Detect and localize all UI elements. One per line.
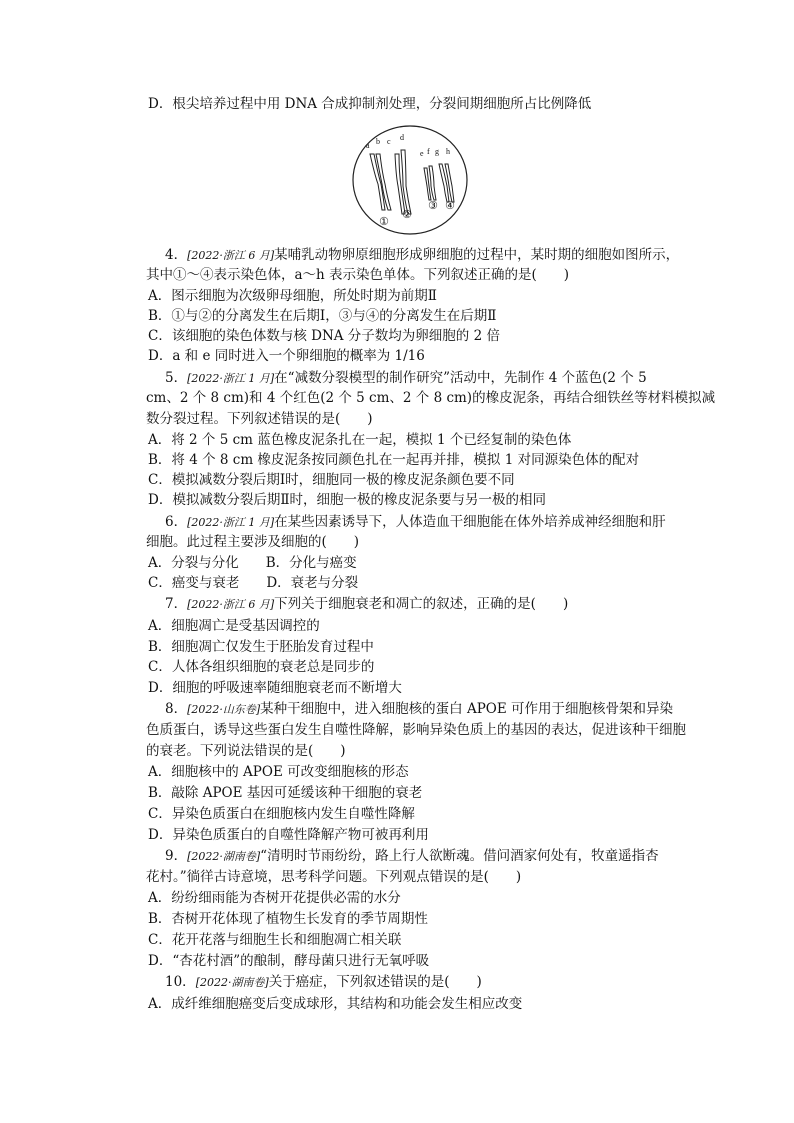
option-a: A．细胞核中的 APOE 可改变细胞核的形态 [148,764,409,780]
option-a: A．细胞凋亡是受基因调控的 [148,618,320,634]
option-a: A．成纤维细胞癌变后变成球形，其结构和功能会发生相应改变 [148,996,523,1012]
chromatid-label: g [435,147,439,156]
question-4-stem-cont: 其中①～④表示染色体，a～h 表示染色单体。下列叙述正确的是( ) [146,267,570,283]
question-9-stem: 9．[2022·湖南卷]“清明时节雨纷纷，路上行人欲断魂。借问酒家何处有，牧童遥指杏 [165,848,659,864]
option-c: C．花开花落与细胞生长和细胞凋亡相关联 [148,932,402,948]
chromosome-label: ③ [428,199,438,212]
question-10-stem: 10．[2022·湖南卷]关于癌症，下列叙述错误的是( ) [165,974,482,990]
question-5-stem: 5．[2022·浙江 1 月]在“减数分裂模型的制作研究”活动中，先制作 4 个蓝色(2 个 5 [165,370,647,386]
option-a: A．将 2 个 5 cm 蓝色橡皮泥条扎在一起，模拟 1 个已经复制的染色体 [148,432,572,448]
chromatid-label: c [387,137,391,146]
option-ab: A．分裂与分化 B．分化与癌变 [148,555,357,571]
chromatid-label: b [376,137,380,146]
chromatid-label: h [446,147,450,156]
question-7-stem: 7．[2022·浙江 6 月]下列关于细胞衰老和凋亡的叙述，正确的是( ) [165,596,569,612]
question-source: [2022·浙江 6 月] [187,598,275,611]
chromosome-label: ② [402,208,412,221]
chromatid-label: e [420,149,424,158]
option-a: A．纷纷细雨能为杏树开花提供必需的水分 [148,890,401,906]
question-5-stem-cont: 数分裂过程。下列叙述错误的是( ) [146,411,373,427]
option-b: B．敲除 APOE 基因可延缓该种干细胞的衰老 [148,785,423,801]
question-6-stem-cont: 细胞。此过程主要涉及细胞的( ) [146,534,360,550]
question-9-stem-cont: 花村。”徜徉古诗意境，思考科学问题。下列观点错误的是( ) [146,869,522,885]
chromatid-label: f [427,147,430,156]
question-8-stem-cont: 的衰老。下列说法错误的是( ) [146,743,346,759]
option-d: D．模拟减数分裂后期Ⅱ时，细胞一极的橡皮泥条要与另一极的相同 [148,492,546,508]
question-5-stem-cont: cm、2 个 8 cm)和 4 个红色(2 个 5 cm、2 个 8 cm)的橡皮泥条，再结合细铁丝等材料模拟减 [146,390,716,406]
option-b: B．①与②的分离发生在后期Ⅰ，③与④的分离发生在后期Ⅱ [148,308,497,324]
question-8-stem-cont: 色质蛋白，诱导这些蛋白发生自噬性降解，影响异染色质上的基因的表达，促进该种干细胞 [146,722,686,738]
option-b: B．杏树开花体现了植物生长发育的季节周期性 [148,911,428,927]
chromosome-3 [424,166,436,200]
option-d: D．“杏花村酒”的酿制，酵母菌只进行无氧呼吸 [148,953,430,969]
cell-diagram-figure [350,124,470,236]
question-source: [2022·浙江 6 月] [187,249,275,262]
question-4-stem: 4．[2022·浙江 6 月]某哺乳动物卵原细胞形成卵细胞的过程中，某时期的细胞如图所示， [165,247,680,263]
question-6-stem: 6．[2022·浙江 1 月]在某些因素诱导下，人体造血干细胞能在体外培养成神经细胞和肝 [165,514,666,530]
option-a: A．图示细胞为次级卵母细胞，所处时期为前期Ⅱ [148,288,437,304]
question-8-stem: 8．[2022·山东卷]某种干细胞中，进入细胞核的蛋白 APOE 可作用于细胞核骨架和异染 [165,701,674,717]
option-line: D．根尖培养过程中用 DNA 合成抑制剂处理，分裂间期细胞所占比例降低 [148,96,592,112]
option-b: B．细胞凋亡仅发生于胚胎发育过程中 [148,639,374,655]
question-source: [2022·湖南卷] [195,976,269,989]
option-c: C．模拟减数分裂后期Ⅰ时，细胞同一极的橡皮泥条颜色要不同 [148,472,515,488]
question-source: [2022·浙江 1 月] [187,516,275,529]
option-c: C．人体各组织细胞的衰老总是同步的 [148,659,375,675]
question-source: [2022·山东卷] [187,703,261,716]
option-d: D．细胞的呼吸速率随细胞衰老而不断增大 [148,680,402,696]
chromosome-2 [395,150,411,214]
question-source: [2022·浙江 1 月] [187,372,275,385]
chromosome-label: ① [379,215,389,228]
chromatid-label: a [366,141,370,150]
question-source: [2022·湖南卷] [187,850,261,863]
option-d: D．a 和 e 同时进入一个卵细胞的概率为 1/16 [148,348,425,364]
chromosome-1 [370,154,391,210]
chromosome-label: ④ [445,199,455,212]
chromatid-label: d [400,133,404,142]
chromosome-4 [439,164,454,202]
option-d: D．异染色质蛋白的自噬性降解产物可被再利用 [148,827,429,843]
option-c: C．该细胞的染色体数与核 DNA 分子数均为卵细胞的 2 倍 [148,328,500,344]
option-b: B．将 4 个 8 cm 橡皮泥条按同颜色扎在一起再并排，模拟 1 对同源染色体的配对 [148,452,640,468]
option-c: C．异染色质蛋白在细胞核内发生自噬性降解 [148,806,415,822]
option-cd: C．癌变与衰老 D．衰老与分裂 [148,575,359,591]
